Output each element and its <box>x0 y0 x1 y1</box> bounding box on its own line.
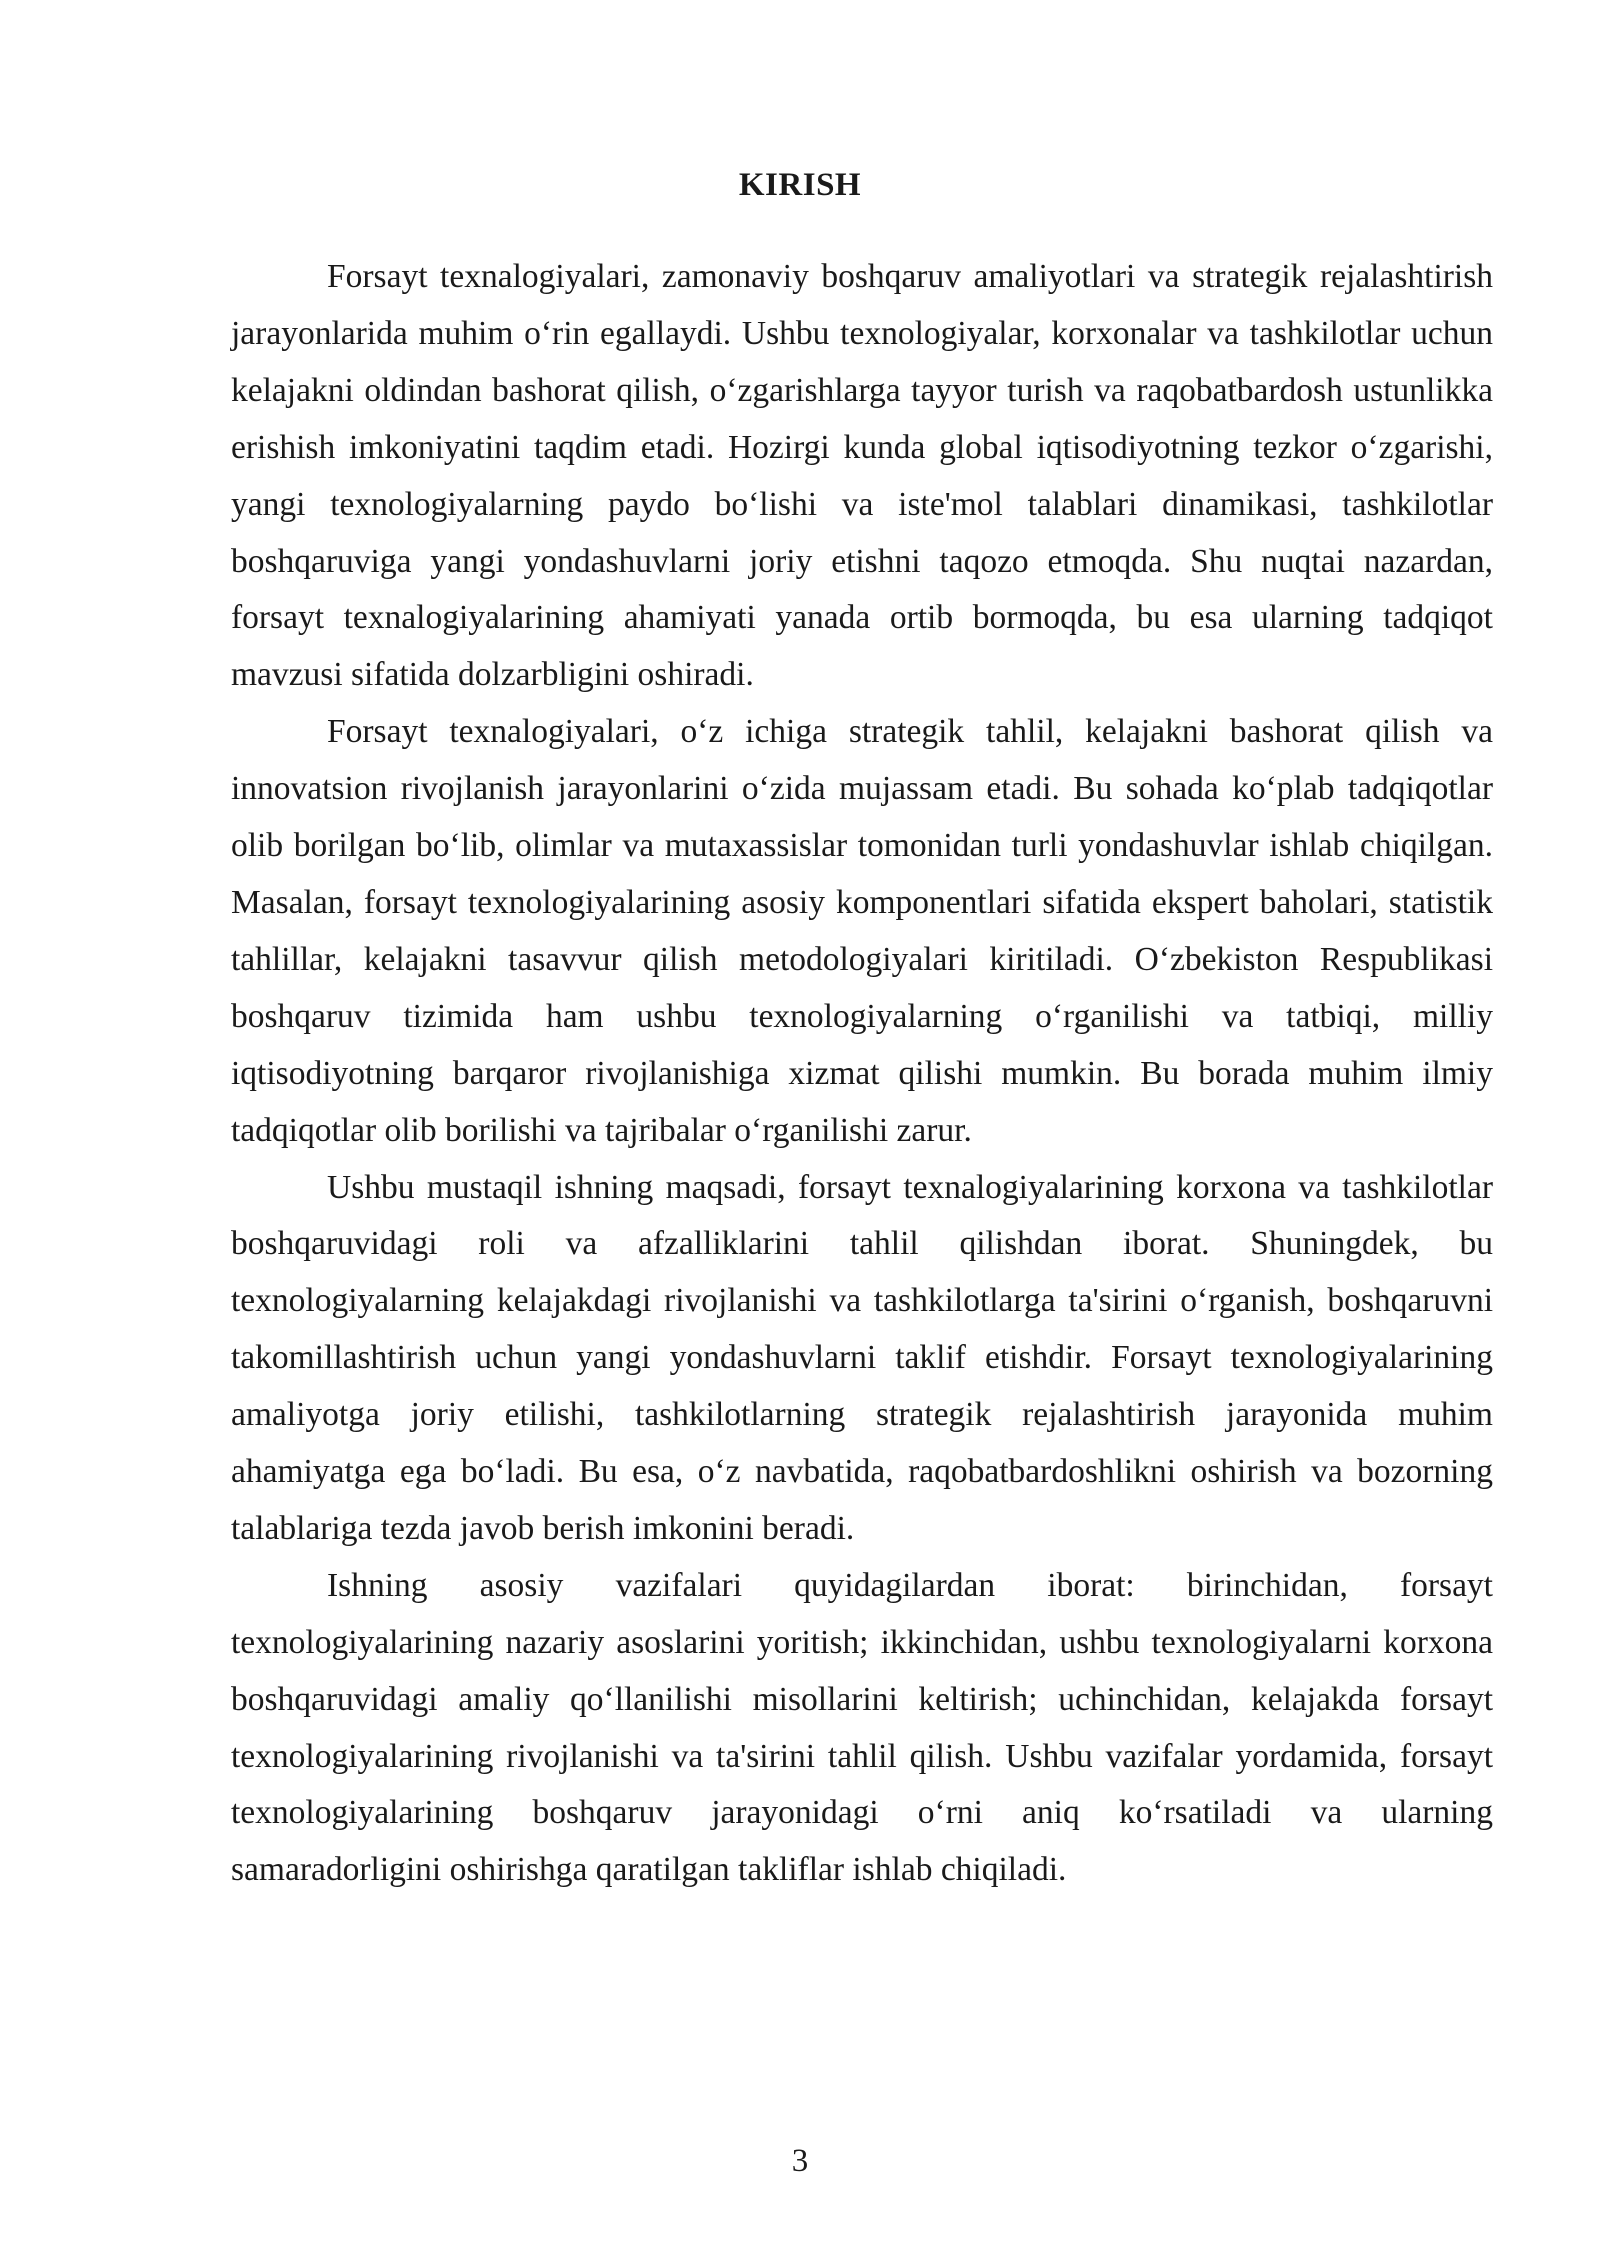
body-text <box>231 249 1493 1899</box>
paragraph-3: Ushbu mustaqil ishning maqsadi, forsayt texnalogiyalarining korxona va tashkilotlar boshqaruvidagi roli va afzalliklarini tahlil qilishdan iborat. Shuningdek, bu texnologiyalarning kelajakdagi rivojlanishi va tashkilotlarga ta'sirini o‘rganish, boshqaruvni takomillashtirish uchun yangi yondashuvlarni taklif etishdir. Forsayt texnologiyalarining amaliyotga joriy etilishi, tashkilotlarning strategik rejalashtirish jarayonida muhim ahamiyatga ega bo‘ladi. Bu esa, o‘z navbatida, raqobatbardoshlikni oshirish va bozorning talablariga tezda javob berish imkonini beradi. <box>231 1168 1493 1547</box>
paragraph-1: Forsayt texnalogiyalari, zamonaviy boshqaruv amaliyotlari va strategik rejalashtirish jarayonlarida muhim o‘rin egallaydi. Ushbu texnologiyalar, korxonalar va tashkilotlar uchun kelajakni oldindan bashorat qilish, o‘zgarishlarga tayyor turish va raqobatbardosh ustunlikka erishish imkoniyatini taqdim etadi. Hozirgi kunda global iqtisodiyotning tezkor o‘zgarishi, yangi texnologiyalarning paydo bo‘lishi va iste'mol talablari dinamikasi, tashkilotlar boshqaruviga yangi yondashuvlarni joriy etishni taqozo etmoqda. Shu nuqtai nazardan, forsayt texnalogiyalarining ahamiyati yanada ortib bormoqda, bu esa ularning tadqiqot mavzusi sifatida dolzarbligini oshiradi. <box>231 258 1493 694</box>
paragraph-2: Forsayt texnalogiyalari, o‘z ichiga strategik tahlil, kelajakni bashorat qilish va innovatsion rivojlanish jarayonlarini o‘zida mujassam etadi. Bu sohada ko‘plab tadqiqotlar olib borilgan bo‘lib, olimlar va mutaxassislar tomonidan turli yondashuvlar ishlab chiqilgan. Masalan, forsayt texnologiyalarining asosiy komponentlari sifatida ekspert baholari, statistik tahlillar, kelajakni tasavvur qilish metodologiyalari kiritiladi. O‘zbekiston Respublikasi boshqaruv tizimida ham ushbu texnologiyalarning o‘rganilishi va tatbiqi, milliy iqtisodiyotning barqaror rivojlanishiga xizmat qilishi mumkin. Bu borada muhim ilmiy tadqiqotlar olib borilishi va tajribalar o‘rganilishi zarur. <box>231 713 1493 1149</box>
page-number: 3 <box>791 2143 809 2179</box>
paragraph-4: Ishning asosiy vazifalari quyidagilardan iborat: birinchidan, forsayt texnologiyalarining nazariy asoslarini yoritish; ikkinchidan, ushbu texnologiyalarni korxona boshqaruvidagi amaliy qo‘llanilishi misollarini keltirish; uchinchidan, kelajakda forsayt texnologiyalarining rivojlanishi va ta'sirini tahlil qilish. Ushbu vazifalar yordamida, forsayt texnologiyalarining boshqaruv jarayonidagi o‘rni aniq ko‘rsatiladi va ularning samaradorligini oshirishga qaratilgan takliflar ishlab chiqiladi. <box>231 1566 1493 1889</box>
section-title: KIRISH <box>738 167 862 203</box>
